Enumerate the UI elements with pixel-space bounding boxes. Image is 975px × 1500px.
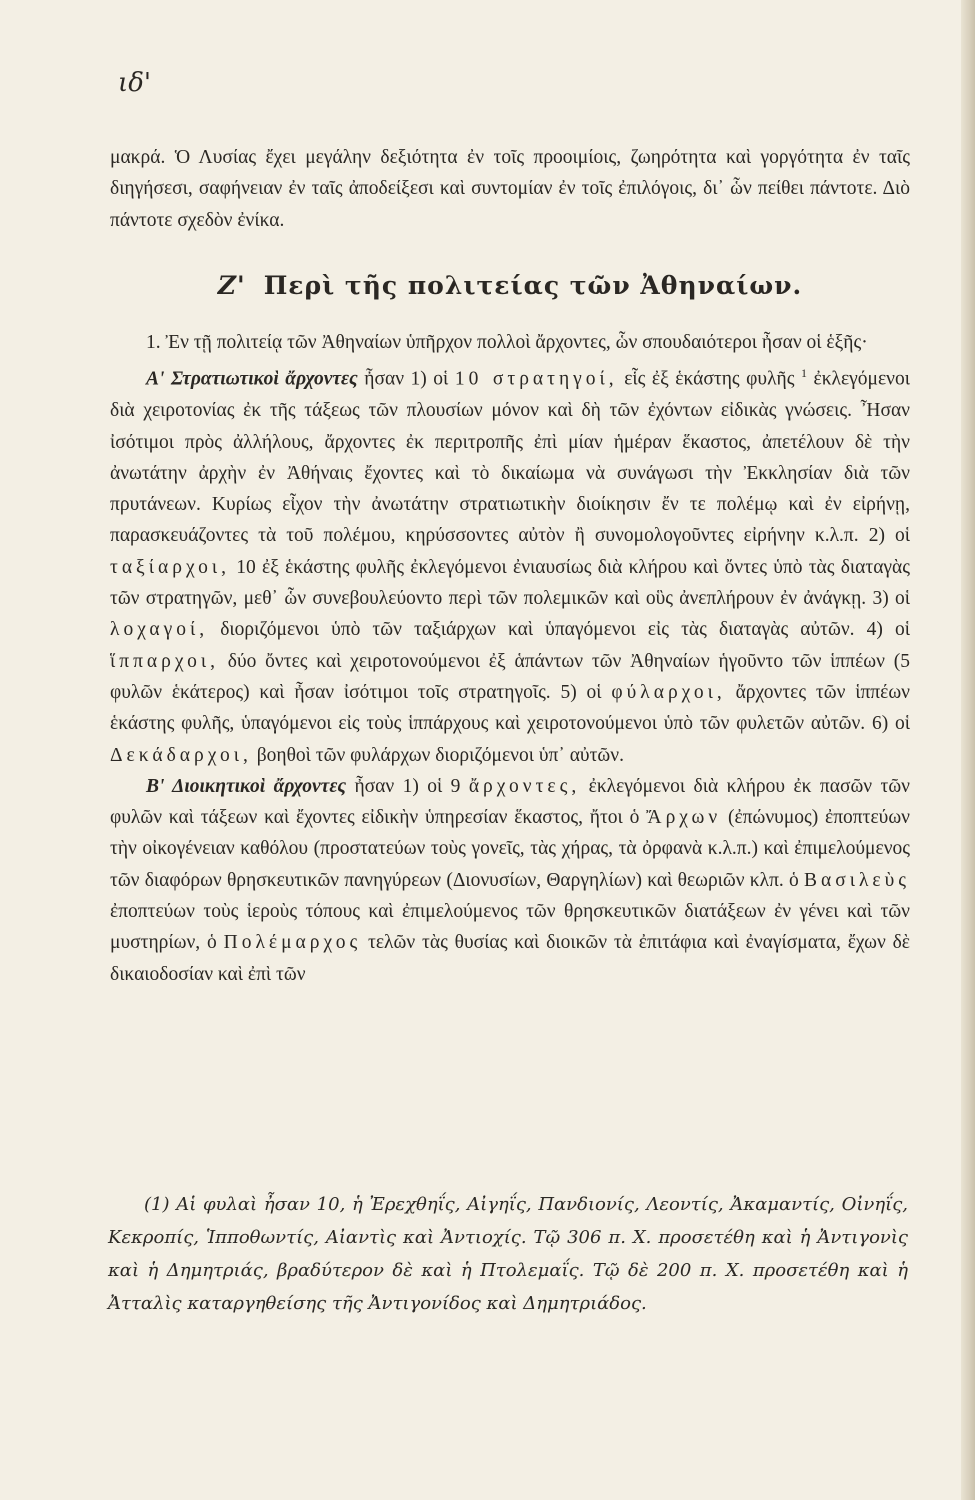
term-basileus: Βασιλεὺς bbox=[803, 869, 910, 891]
footnote bbox=[108, 1188, 908, 1320]
term-polemarchos: Πολέμαρχος bbox=[223, 932, 362, 954]
text-run: 10 ἐξ ἑκάστης φυλῆς ἐκλεγόμενοι ἐνιαυσίως διὰ κλήρου καὶ ὄντες ὑπὸ τὰς διαταγὰς τῶν στρατηγῶν, μεθ᾽ ὧν συνεβουλεύοντο περὶ τῶν πολεμικῶν καὶ οὓς ἀνεπλήρουν ἐν ἀνάγκῃ. 3) οἱ bbox=[110, 556, 910, 610]
term-lochagoi: λοχαγοί, bbox=[110, 619, 209, 641]
term-archon: Ἄρχων bbox=[646, 807, 722, 829]
text-run: ἄρχοντες τῶν ἱππέων ἑκάστης φυλῆς, ὑπαγόμενοι εἰς τοὺς ἱππάρχους καὶ χειροτονούμενοι ὑπὸ τῶν φυλετῶν αὐτῶν. 6) οἱ bbox=[110, 681, 910, 735]
term-phylarchoi: φύλαρχοι, bbox=[611, 681, 726, 703]
chapter-number: Ζ' bbox=[217, 270, 246, 300]
text-run: ἐκλεγόμενοι διὰ χειροτονίας ἐκ τῆς τάξεως τῶν πλουσίων μόνον καὶ δὴ τῶν ἐχόντων εἰδικὰς γνώσεις. Ἦσαν ἰσότιμοι πρὸς ἀλλήλους, ἄρχοντες ἐκ περιτροπῆς ἐπὶ μίαν ἡμέραν ἕκαστος, ἀπετέλουν δὲ τὴν ἀνωτάτην ἀρχὴν ἐν Ἀθήναις ἔχοντες καὶ τὸ δικαίωμα νὰ συνάγωσι τὴν Ἐκκλησίαν διὰ τῶν πρυτάνεων. Κυρίως εἶχον τὴν ἀνωτάτην στρατιωτικὴν διοίκησιν ἔν τε πολέμῳ καὶ ἐν εἰρήνῃ, παρασκευάζοντες τὰ τοῦ πολέμου, κηρύσσοντες αὐτὸν ἢ συνομολογοῦντες εἰρήνην κ.λ.π. 2) οἱ bbox=[110, 368, 910, 547]
term-dekadarchoi: Δεκάδαρχοι, bbox=[110, 744, 252, 766]
page-number: ιδ' bbox=[118, 68, 151, 98]
footnote-ref: 1 bbox=[800, 366, 807, 381]
text-run: ἦσαν 1) οἱ bbox=[357, 368, 455, 390]
chapter-heading bbox=[110, 270, 910, 301]
term-taxiarchoi: ταξίαρχοι, bbox=[110, 556, 231, 578]
chapter-title: Περὶ τῆς πολιτείας τῶν Ἀθηναίων. bbox=[263, 270, 803, 300]
term-strategoi: 10 στρατηγοί, bbox=[454, 368, 618, 390]
intro-paragraph: μακρά. Ὁ Λυσίας ἔχει μεγάλην δεξιότητα ἐν τοῖς προοιμίοις, ζωηρότητα καὶ γοργότητα ἐν ταῖς διηγήσεσι, σαφήνειαν ἐν ταῖς ἀποδείξεσι καὶ συντομίαν ἐν τοῖς ἐπιλόγοις, δι᾽ ὧν πείθει πάντοτε. Διὸ πάντοτε σχεδὸν ἐνίκα. bbox=[110, 147, 910, 231]
section-a-label: Α' Στρατιωτικοὶ ἄρχοντες bbox=[146, 368, 358, 390]
term-hipparchoi: ἵππαρχοι, bbox=[110, 650, 219, 672]
page-edge bbox=[961, 0, 975, 1500]
text-run: ἐκλεγόμενοι διὰ κλήρου ἐκ πασῶν τῶν φυλῶν καὶ τάξεων καὶ ἔχοντες εἰδικὴν ὑπηρεσίαν ἕκαστος, ἤτοι ὁ bbox=[110, 775, 911, 829]
page-body bbox=[110, 142, 910, 990]
text-run: τελῶν τὰς θυσίας καὶ διοικῶν τὰ ἐπιτάφια καὶ ἐναγίσματα, ἔχων δὲ δικαιοδοσίαν καὶ ἐπὶ τῶν bbox=[110, 932, 910, 985]
footnote-text: (1) Αἱ φυλαὶ ἦσαν 10, ἡ Ἐρεχθηΐς, Αἰγηΐς, Πανδιονίς, Λεοντίς, Ἀκαμαντίς, Οἰνηΐς, Κεκροπίς, Ἱπποθωντίς, Αἰαντὶς καὶ Ἀντιοχίς. Τῷ 306 π. Χ. προσετέθη καὶ ἡ Ἀντιγονὶς καὶ ἡ Δημητριάς, βραδύτερον δὲ καὶ ἡ Πτολεμαΐς. Τῷ δὲ 200 π. Χ. προσετέθη καὶ ἡ Ἀτταλὶς καταργηθείσης τῆς Ἀντιγονίδος καὶ Δημητριάδος. bbox=[108, 1194, 908, 1314]
term-archontes: ἄρχοντες, bbox=[468, 775, 581, 797]
text-run: ἦσαν 1) οἱ 9 bbox=[346, 775, 469, 797]
section-a-paragraph bbox=[110, 358, 910, 770]
section-b-label: Β' Διοικητικοὶ ἄρχοντες bbox=[146, 775, 347, 797]
text-run: δύο ὄντες καὶ χειροτονούμενοι ἐξ ἁπάντων τῶν Ἀθηναίων ἡγοῦντο τῶν ἱππέων (5 φυλῶν ἑκάτερος) καὶ ἦσαν ἰσότιμοι τοῖς στρατηγοῖς. 5) οἱ bbox=[110, 650, 910, 703]
text-run: ἐποπτεύων τοὺς ἱεροὺς τόπους καὶ ἐπιμελούμενος τῶν θρησκευτικῶν διατάξεων ἐν γένει καὶ τῶν μυστηρίων, ὁ bbox=[110, 901, 910, 954]
text-run: (ἐπώνυμος) ἐποπτεύων τὴν οἰκογένειαν καθόλου (προστατεύων τοὺς γονεῖς, τὰς χήρας, τὰ ὀρφανὰ κ.λ.π.) καὶ ἐπιμελούμενος τῶν διαφόρων θρησκευτικῶν πανηγύρεων (Διονυσίων, Θαργηλίων) καὶ θεωριῶν κλπ. ὁ bbox=[110, 807, 910, 891]
paragraph-1: 1. Ἐν τῇ πολιτείᾳ τῶν Ἀθηναίων ὑπῆρχον πολλοὶ ἄρχοντες, ὧν σπουδαιότεροι ἦσαν οἱ ἑξῆς· bbox=[146, 332, 868, 354]
text-run: εἷς ἐξ ἑκάστης φυλῆς bbox=[617, 368, 801, 390]
text-run: διοριζόμενοι ὑπὸ τῶν ταξιάρχων καὶ ὑπαγόμενοι εἰς τὰς διαταγὰς αὐτῶν. 4) οἱ bbox=[208, 619, 910, 641]
text-run: βοηθοὶ τῶν φυλάρχων διοριζόμενοι ὑπ᾽ αὐτῶν. bbox=[251, 744, 624, 766]
section-b-paragraph bbox=[110, 771, 910, 990]
